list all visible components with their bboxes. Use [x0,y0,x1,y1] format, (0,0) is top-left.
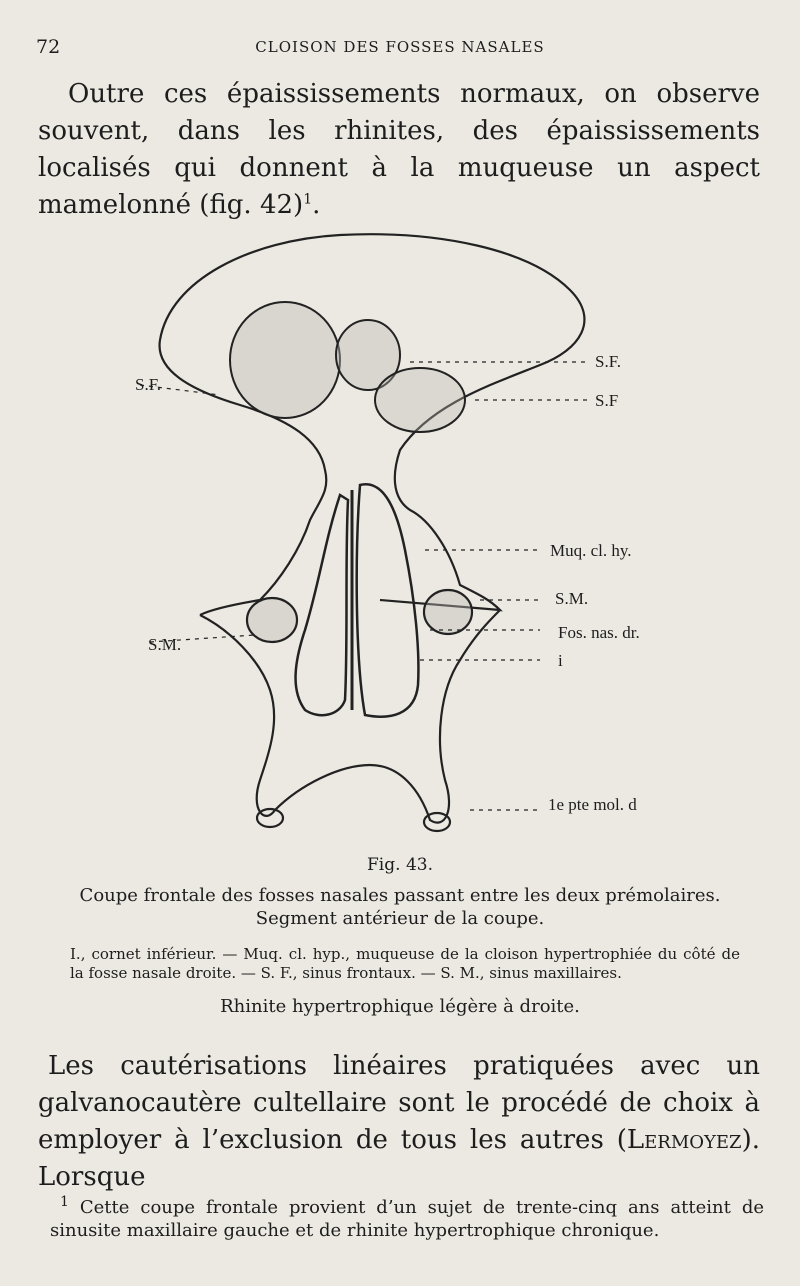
label-sf-right: S.F [595,391,619,410]
figure-43-illustration [100,220,700,845]
footnote-text: Cette coupe frontale provient d’un sujet de trente-cinq ans atteint de sinusite maxillaire gauche et de rhinite hypertrophique chronique. [50,1197,764,1241]
footnote-marker: 1 [60,1194,69,1210]
label-sf-left: S.F. [135,375,162,394]
paragraph-intro-end: . [312,190,321,220]
paragraph-intro-text: Outre ces épaississements normaux, on observe souvent, dans les rhinites, des épaississements localisés qui donnent à la muqueuse un aspect mamelonné (fig. 42) [38,79,760,220]
figure-subtitle: Rhinite hypertrophique légère à droite. [220,996,580,1017]
paragraph-cauterization-tail: ). Lorsque [38,1125,760,1192]
figure-title-line-2: Segment antérieur de la coupe. [255,908,545,929]
label-sm-left: S.M. [148,635,182,654]
frontal-sinus-right [375,368,465,432]
label-i: i [558,651,563,670]
figure-title [40,884,760,930]
label-muq: Muq. cl. hy. [550,541,632,560]
paragraph-cauterization [38,1048,760,1196]
page-header [0,36,800,60]
maxillary-sinus-right [424,590,472,634]
paragraph-intro [38,76,760,224]
page-number: 72 [36,36,61,58]
maxillary-sinus-left [247,598,297,642]
leader-lines [140,362,590,810]
running-title: CLOISON DES FOSSES NASALES [255,38,545,56]
nasal-cross-section-drawing [100,220,700,845]
paragraph-cauterization-text: Les cautérisations linéaires pratiquées avec un galvanocautère cultellaire sont le procédé de choix à employer à l’exclusion de tous les autres ( [38,1051,760,1155]
author-name: Lermoyez [626,1125,742,1155]
label-sm-right: S.M. [555,589,589,608]
molar-left [257,809,283,827]
figure-title-line-1: Coupe frontale des fosses nasales passant entre les deux prémolaires. [79,885,721,906]
frontal-bone-outline [160,234,584,610]
nasal-cavity-left [296,495,348,715]
label-sf-right-top: S.F. [595,352,622,371]
maxilla-outline [200,610,500,823]
footnote [50,1196,764,1242]
figure-number: Fig. 43. [367,855,433,875]
label-molar: 1e pte mol. d [548,795,637,814]
label-fos: Fos. nas. dr. [558,623,640,642]
frontal-sinus-left [230,302,340,418]
figure-legend: I., cornet inférieur. — Muq. cl. hyp., muqueuse de la cloison hypertrophiée du côté de la fosse nasale droite. — S. F., sinus frontaux. — S. M., sinus maxillaires. [70,945,740,982]
footnote-reference: 1 [303,191,313,208]
